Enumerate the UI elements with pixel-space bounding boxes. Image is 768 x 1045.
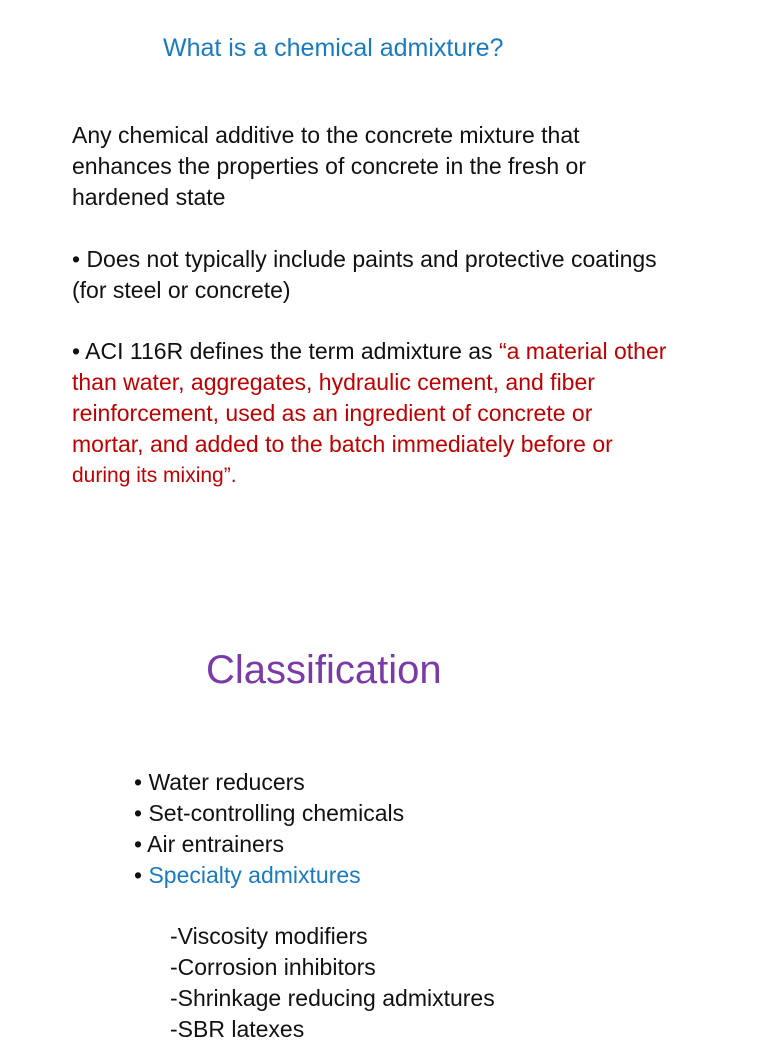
list-item-specialty [134,860,404,891]
aci-quote-line: during its mixing”. [72,464,237,487]
sub-list-item: -Corrosion inhibitors [170,954,376,980]
sub-list-item: -Shrinkage reducing admixtures [170,985,495,1011]
bullet-aci-definition [72,336,666,491]
aci-quote-line: than water, aggregates, hydraulic cement, and fiber [72,369,595,395]
definition-line: enhances the properties of concrete in the fresh or [72,153,586,179]
definition-line: Any chemical additive to the concrete mixture that [72,122,580,148]
aci-quote-start: “a material other [498,338,667,364]
classification-list [134,767,404,891]
aci-prefix: • ACI 116R defines the term admixture as [72,338,499,364]
specialty-label: Specialty admixtures [148,862,361,888]
aci-quote-line: mortar, and added to the batch immediately before or [72,431,613,457]
aci-quote-line: reinforcement, used as an ingredient of concrete or [72,400,593,426]
definition-line: hardened state [72,184,226,210]
definition-paragraph [72,120,586,213]
sub-list-item: -Viscosity modifiers [170,923,368,949]
sub-list-item: -SBR latexes [170,1016,305,1042]
slide-title: What is a chemical admixture? [163,34,504,62]
bullet-line: • Does not typically include paints and protective coatings [72,246,657,272]
bullet-line: (for steel or concrete) [72,277,291,303]
list-item: • Water reducers [134,769,305,795]
aci-line-first [72,336,666,367]
classification-title: Classification [206,648,442,692]
list-item: • Air entrainers [134,831,284,857]
list-item: • Set-controlling chemicals [134,800,405,826]
bullet-exclusions [72,244,657,306]
specialty-sub-list [170,921,495,1045]
bullet-marker: • [134,862,149,888]
